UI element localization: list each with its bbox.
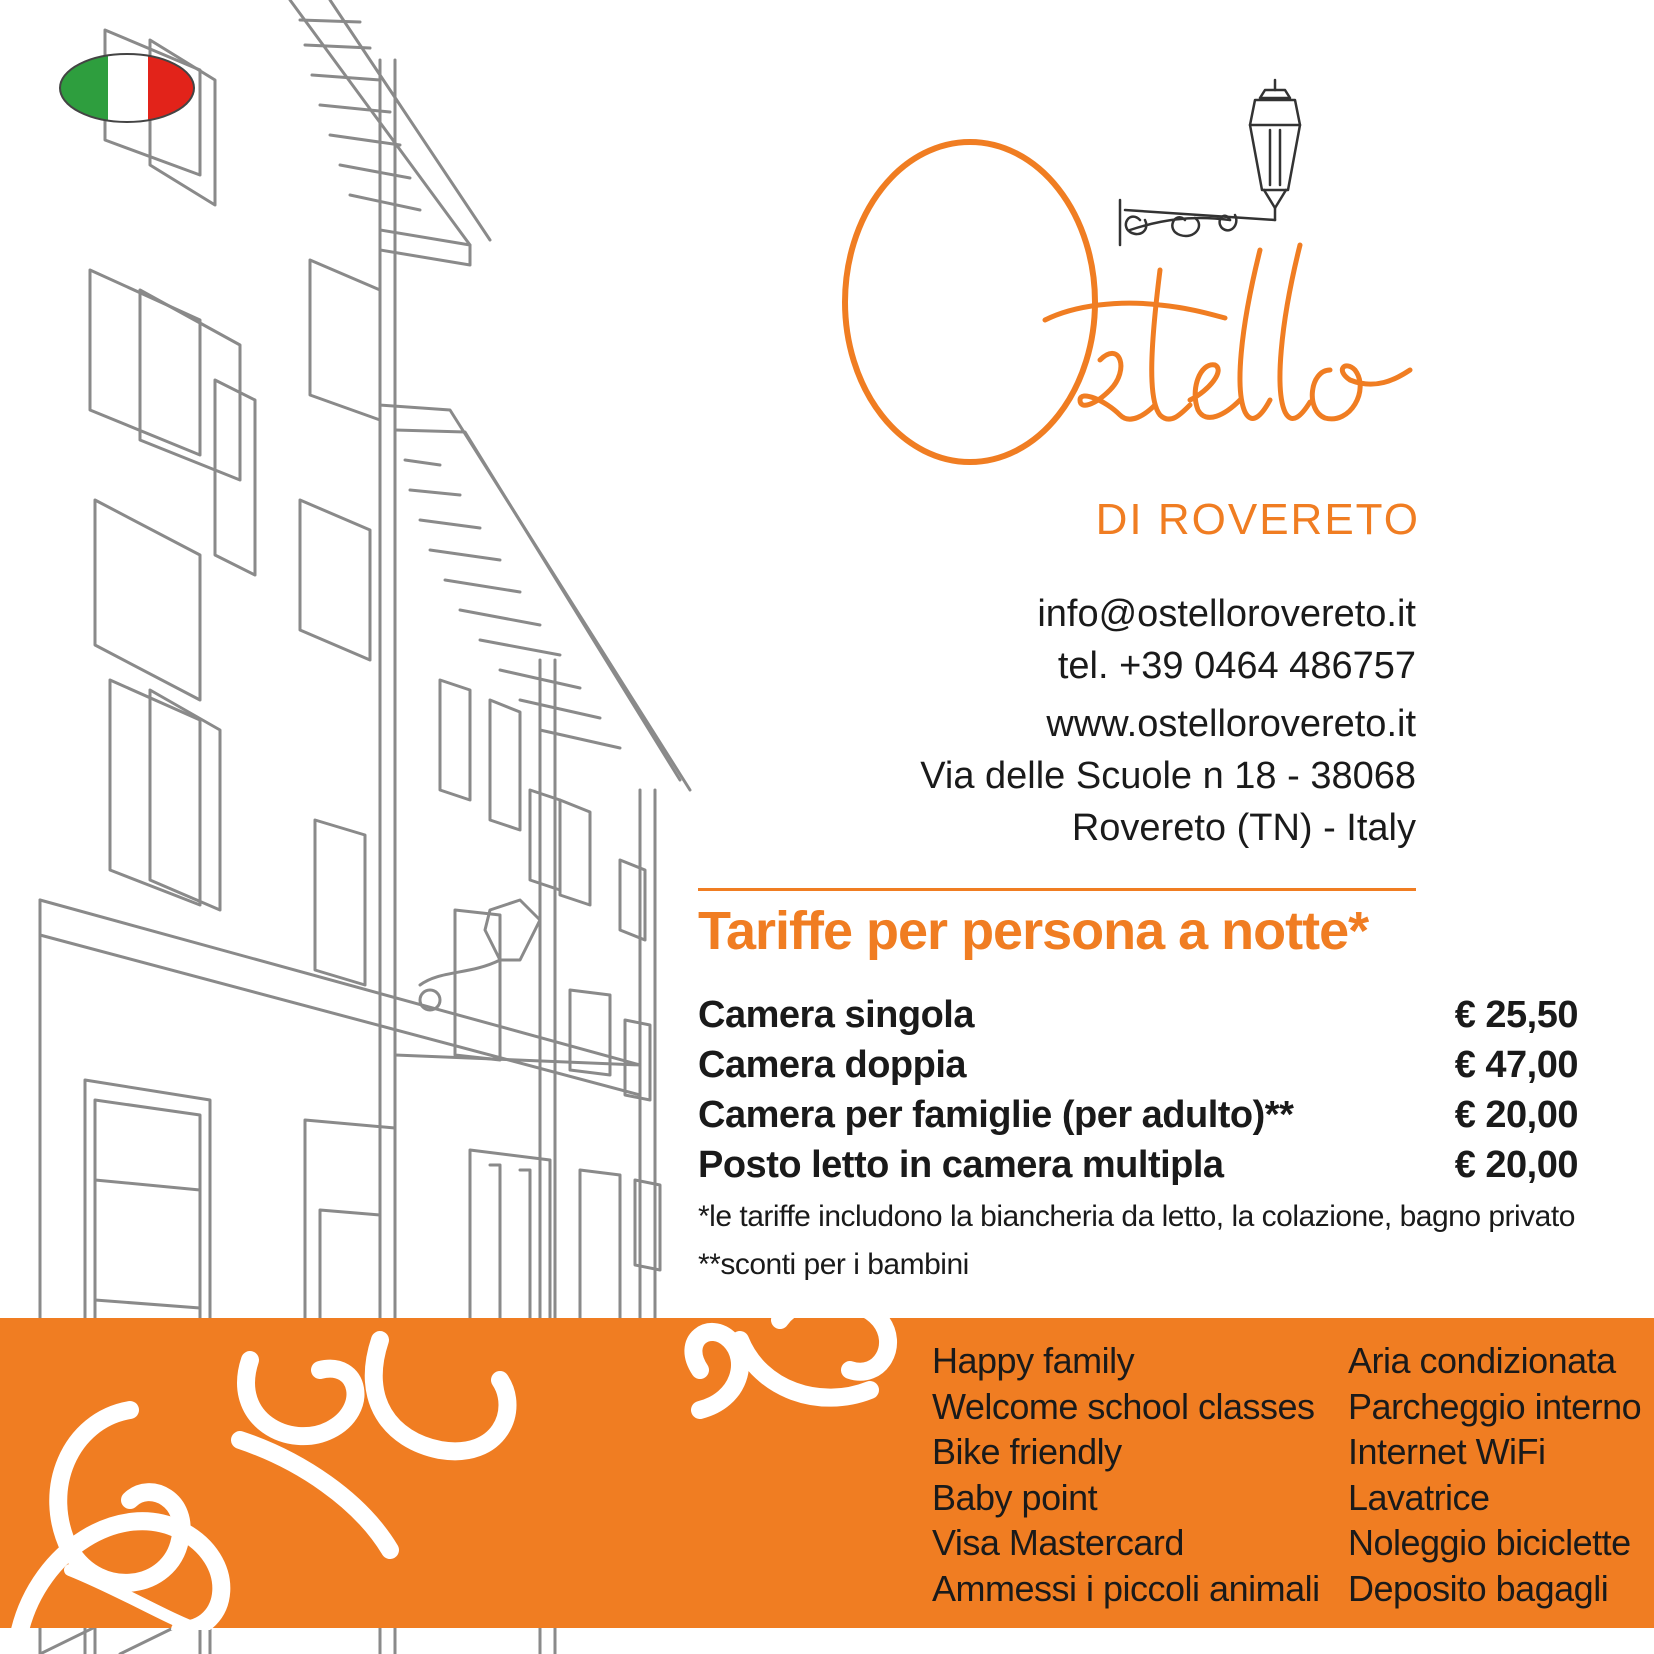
italian-flag-icon — [58, 52, 196, 124]
rates-table — [698, 990, 1578, 1190]
rate-name: Camera singola — [698, 994, 974, 1036]
rate-row — [698, 1090, 1578, 1140]
email-link[interactable]: info@ostellorovereto.it — [1037, 593, 1416, 635]
rate-price: € 20,00 — [1454, 1144, 1578, 1186]
list-item: Lavatrice — [1348, 1476, 1490, 1518]
rate-row — [698, 1040, 1578, 1090]
list-item: Parcheggio interno — [1348, 1385, 1642, 1427]
address-line-1: Via delle Scuole n 18 - 38068 — [920, 755, 1416, 797]
rates-footnote-1: *le tariffe includono la biancheria da letto, la colazione, bagno privato — [698, 1200, 1575, 1233]
rate-name: Posto letto in camera multipla — [698, 1144, 1224, 1186]
ostello-logo — [830, 70, 1490, 490]
features-list-left — [932, 1338, 1320, 1611]
website-link[interactable]: www.ostellorovereto.it — [1046, 703, 1416, 745]
rates-title: Tariffe per persona a notte* — [698, 901, 1369, 961]
list-item: Ammessi i piccoli animali — [932, 1567, 1320, 1609]
list-item: Baby point — [932, 1476, 1098, 1518]
rates-footnote-2: **sconti per i bambini — [698, 1248, 969, 1281]
logo-subtitle: DI ROVERETO — [1095, 495, 1420, 544]
section-divider — [698, 888, 1416, 891]
rate-row — [698, 1140, 1578, 1190]
list-item: Bike friendly — [932, 1431, 1122, 1472]
rate-price: € 47,00 — [1454, 1044, 1578, 1086]
swirl-ornament-icon — [0, 1300, 1000, 1630]
rate-row — [698, 990, 1578, 1040]
features-list-right — [1348, 1338, 1641, 1611]
rate-name: Camera doppia — [698, 1044, 967, 1086]
contact-block — [760, 588, 1416, 854]
list-item: Deposito bagagli — [1348, 1567, 1609, 1609]
address-line-2: Rovereto (TN) - Italy — [1071, 807, 1416, 849]
rate-name: Camera per famiglie (per adulto)** — [698, 1094, 1294, 1136]
rate-price: € 20,00 — [1454, 1094, 1578, 1136]
list-item: Happy family — [932, 1340, 1135, 1381]
list-item: Welcome school classes — [932, 1385, 1315, 1427]
list-item: Visa Mastercard — [932, 1522, 1184, 1563]
list-item: Aria condizionata — [1348, 1340, 1616, 1381]
list-item: Noleggio biciclette — [1348, 1522, 1631, 1563]
phone-number[interactable]: tel. +39 0464 486757 — [1057, 645, 1416, 687]
rate-price: € 25,50 — [1454, 994, 1578, 1036]
list-item: Internet WiFi — [1348, 1431, 1546, 1472]
